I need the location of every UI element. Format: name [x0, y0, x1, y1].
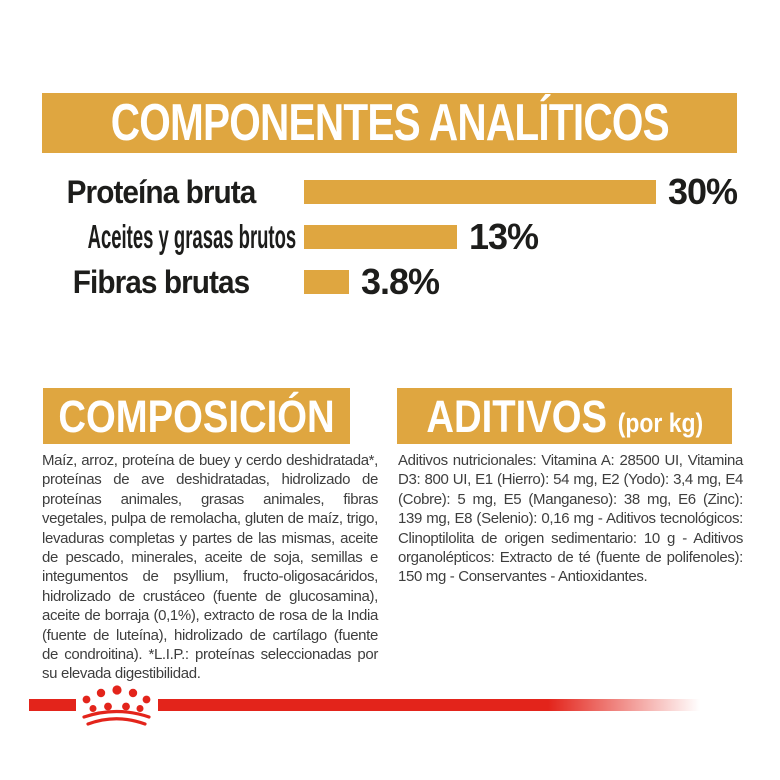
bar-label: Aceites y grasas brutos: [87, 218, 297, 255]
royal-canin-crown-icon: [82, 683, 151, 727]
bar-label: Proteína bruta: [66, 174, 256, 210]
additives-title-main: ADITIVOS: [426, 390, 607, 442]
additives-banner: [397, 388, 732, 444]
bar-value: 3.8%: [361, 261, 440, 302]
additives-text: Aditivos nutricionales: Vitamina A: 28500 UI, Vitamina D3: 800 UI, E1 (Hierro): 54 mg, E2 (Yodo): 3,4 mg, E4 (Cobre): 5 mg, E5 (Manganeso): 38 mg, E6 (Zinc): 139 mg, E8 (Selenio): 0,16 mg - Aditivos tecnológicos: Clinoptilolita de origen sedimentario: 10 g - Aditivos organolépticos: Extracto de té (fuente de polifenoles): 150 mg - Conservantes - Antioxidantes.: [398, 452, 743, 586]
bar: [304, 270, 349, 294]
bar: [304, 225, 457, 249]
footer-line-right: [158, 699, 700, 711]
composition-banner: [43, 388, 350, 444]
additives-title: [426, 390, 703, 442]
bar: [304, 180, 656, 204]
bar-label: Fibras brutas: [72, 264, 250, 300]
footer-line-left: [29, 699, 76, 711]
chart-row: [0, 261, 780, 302]
bar-value: 13%: [469, 216, 539, 257]
analytical-components-banner: [42, 93, 737, 153]
chart-row: [0, 171, 780, 212]
additives-title-suffix: (por kg): [617, 407, 703, 438]
bar-value: 30%: [668, 171, 738, 212]
chart-row: [0, 216, 780, 257]
composition-text: Maíz, arroz, proteína de buey y cerdo deshidratada*, proteínas de ave deshidratadas, hidrolizado de proteínas animales, grasas animales, fibras vegetales, pulpa de remolacha, gluten de maíz, trigo, levaduras completas y partes de las mismas, aceite de pescado, minerales, aceite de soja, semillas e integumentos de psyllium, fructo-oligosacáridos, hidrolizado de crustáceo (fuente de glucosamina), aceite de borraja (0,1%), extracto de rosa de la India (fuente de luteína), hidrolizado de cartílago (fuente de condroitina). *L.I.P.: proteínas seleccionadas por su elevada digestibilidad.: [42, 452, 378, 683]
composition-title: COMPOSICIÓN: [58, 390, 335, 442]
analytical-components-title: COMPONENTES ANALÍTICOS: [110, 94, 669, 152]
